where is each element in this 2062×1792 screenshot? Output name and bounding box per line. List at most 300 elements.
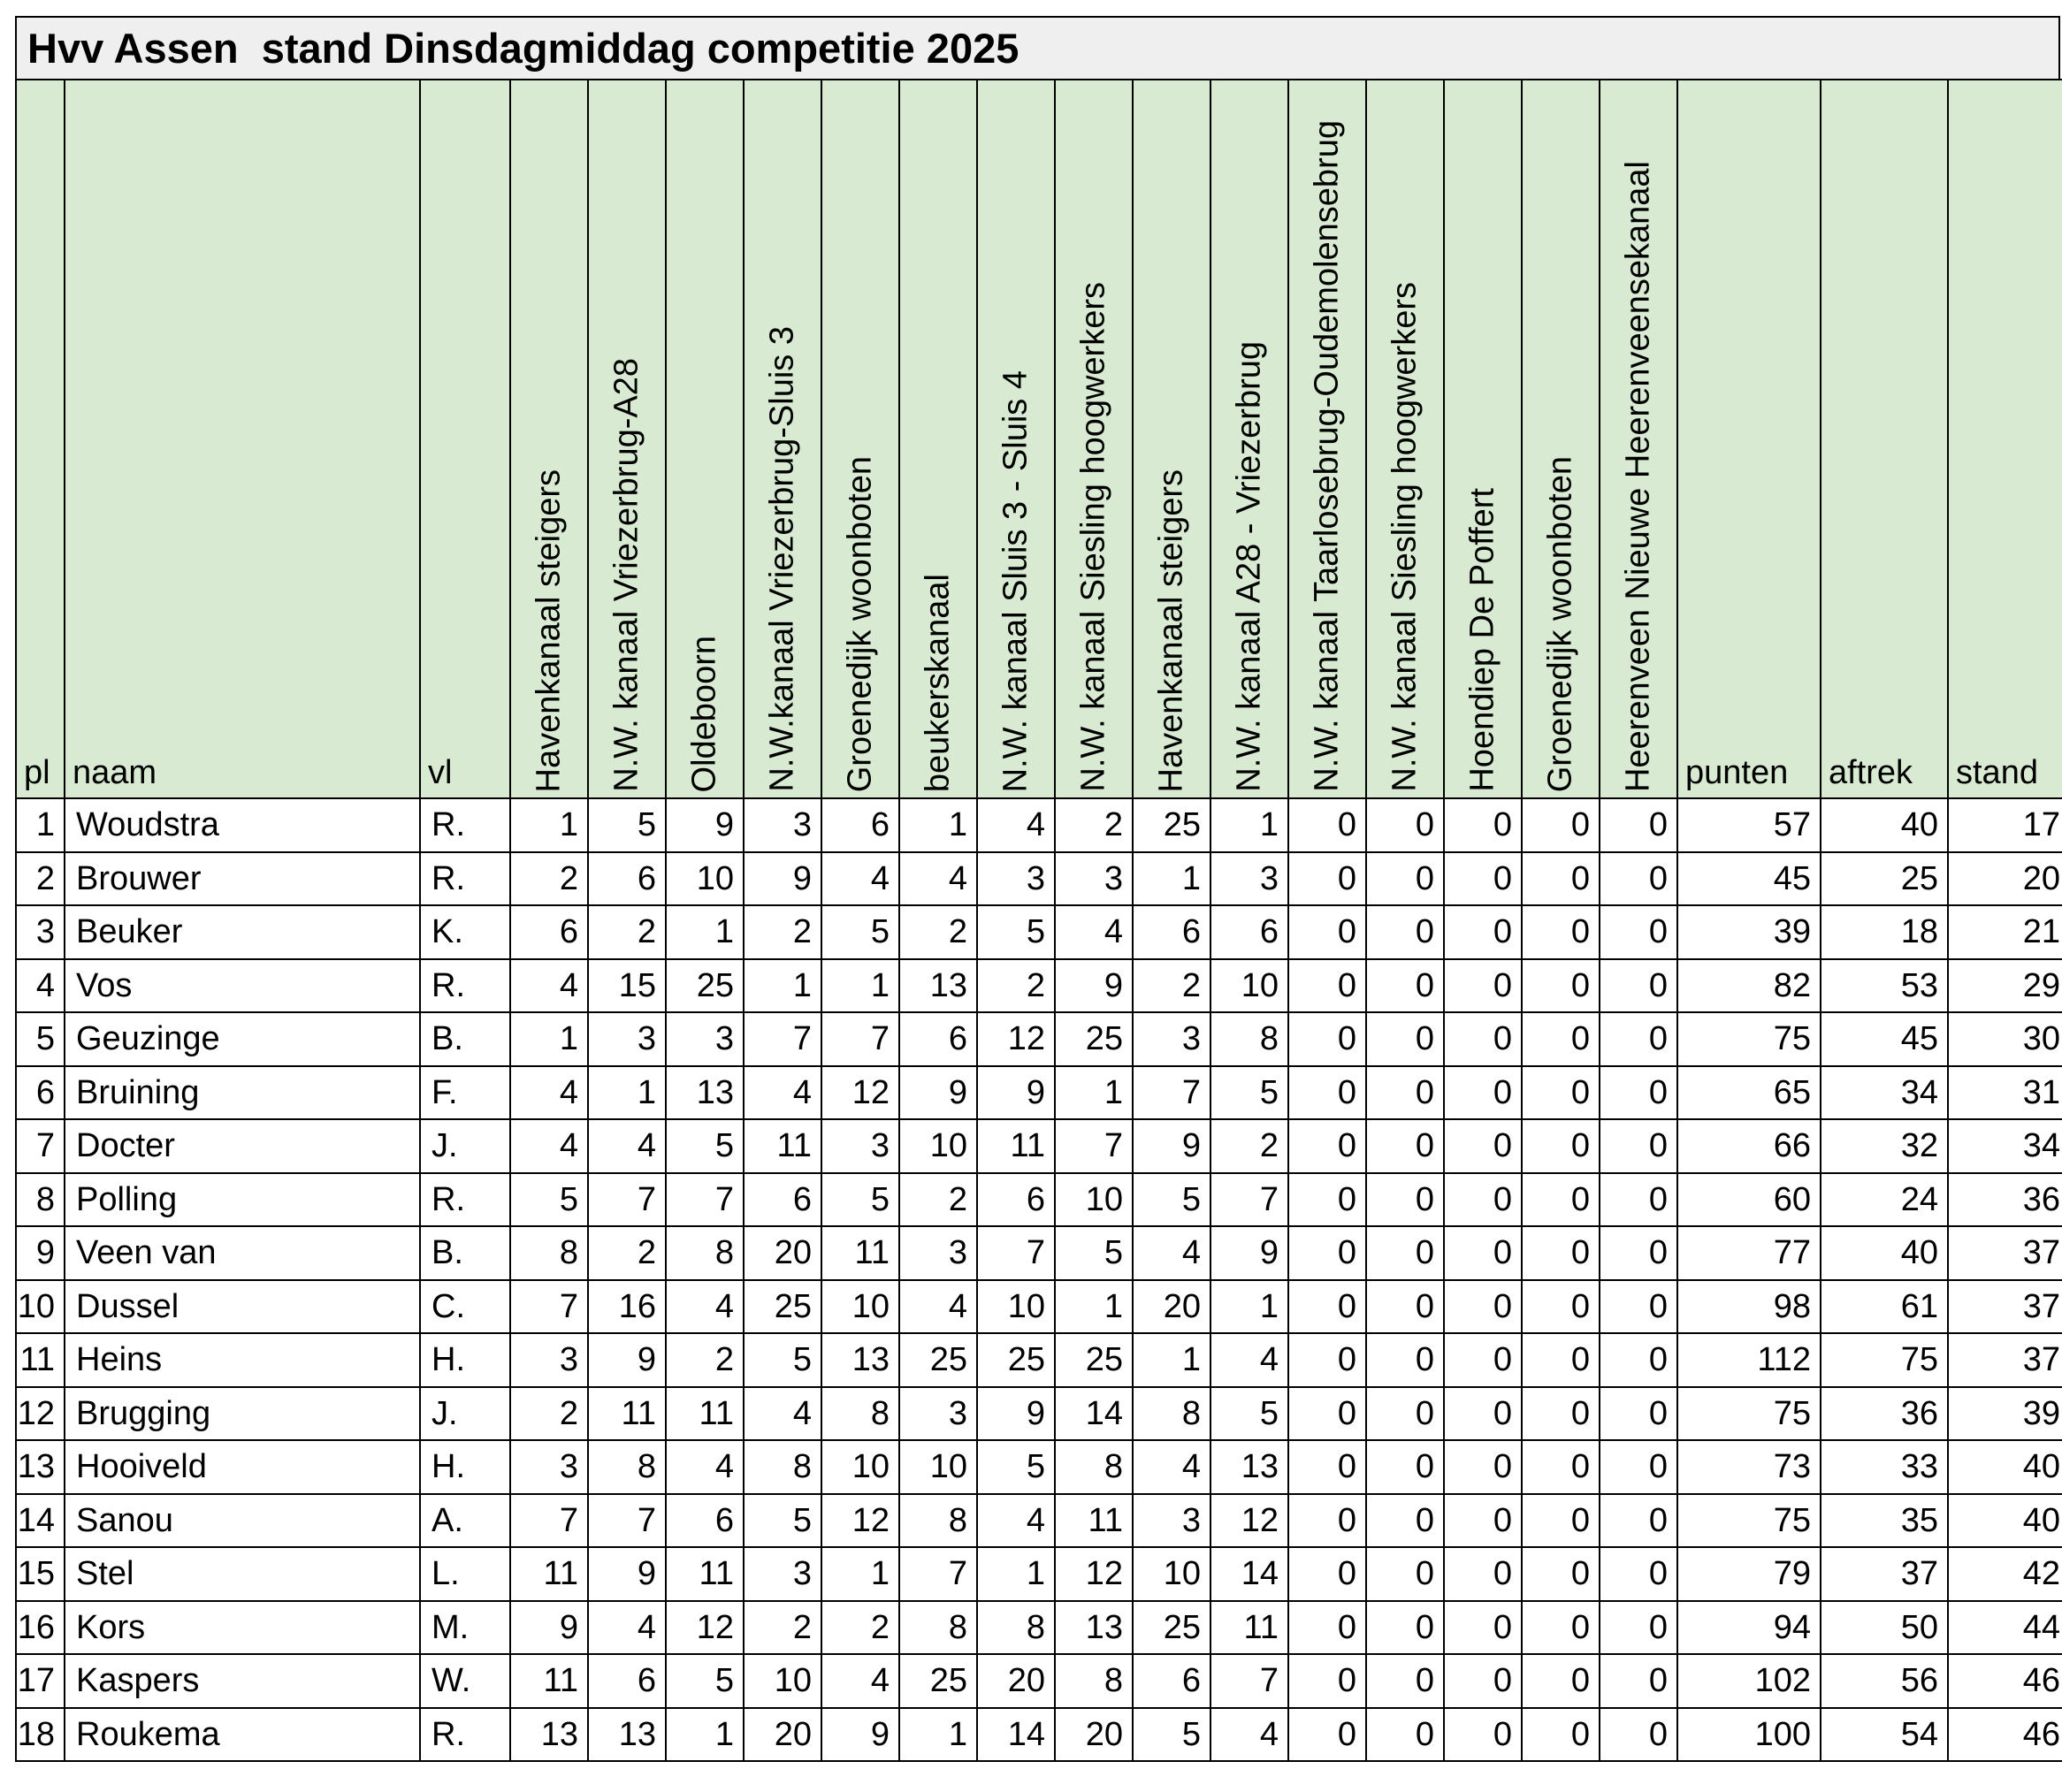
cell-punten: 82 [1677,959,1821,1013]
cell-c5: 11 [821,1226,899,1280]
cell-c11: 0 [1288,1280,1366,1334]
cell-stand: 20 [1948,852,2062,906]
cell-aftrek: 54 [1821,1708,1948,1762]
cell-c7: 1 [977,1547,1055,1601]
cell-c5: 12 [821,1494,899,1548]
cell-c12: 0 [1366,798,1444,852]
cell-c14: 0 [1522,1119,1600,1173]
header-row [16,80,2062,798]
cell-c14: 0 [1522,1173,1600,1227]
cell-naam: Kors [65,1601,420,1655]
column-header-c11 [1288,80,1366,798]
cell-c15: 0 [1600,1119,1677,1173]
cell-aftrek: 36 [1821,1387,1948,1441]
cell-c4: 1 [744,959,821,1013]
table-body [16,798,2062,1761]
cell-naam: Kaspers [65,1654,420,1708]
cell-c9: 6 [1133,1654,1210,1708]
cell-c10: 9 [1210,1226,1288,1280]
cell-c13: 0 [1444,1494,1522,1548]
cell-stand: 37 [1948,1280,2062,1334]
cell-pl: 18 [16,1708,65,1762]
cell-c10: 4 [1210,1708,1288,1762]
cell-c15: 0 [1600,1012,1677,1066]
cell-naam: Sanou [65,1494,420,1548]
cell-c1: 11 [510,1547,588,1601]
cell-c1: 2 [510,852,588,906]
cell-c1: 7 [510,1494,588,1548]
cell-c10: 2 [1210,1119,1288,1173]
cell-punten: 57 [1677,798,1821,852]
cell-stand: 30 [1948,1012,2062,1066]
cell-c14: 0 [1522,1066,1600,1120]
cell-c12: 0 [1366,1173,1444,1227]
cell-vl: C. [420,1280,510,1334]
cell-c11: 0 [1288,905,1366,959]
cell-c14: 0 [1522,1708,1600,1762]
cell-c10: 7 [1210,1654,1288,1708]
column-header-label: N.W. kanaal Taarlosebrug-Oudemolensebrug [1308,120,1346,792]
cell-stand: 31 [1948,1066,2062,1120]
cell-punten: 75 [1677,1494,1821,1548]
cell-c11: 0 [1288,1119,1366,1173]
cell-c6: 10 [899,1440,977,1494]
cell-c2: 4 [588,1601,666,1655]
cell-c15: 0 [1600,1654,1677,1708]
cell-c2: 16 [588,1280,666,1334]
cell-c5: 13 [821,1333,899,1387]
cell-c13: 0 [1444,1226,1522,1280]
cell-c13: 0 [1444,1119,1522,1173]
cell-c8: 3 [1055,852,1133,906]
cell-c13: 0 [1444,1012,1522,1066]
cell-c15: 0 [1600,1173,1677,1227]
cell-c11: 0 [1288,1226,1366,1280]
column-header-stand [1948,80,2062,798]
cell-vl: F. [420,1066,510,1120]
column-header-c12 [1366,80,1444,798]
cell-c7: 2 [977,959,1055,1013]
cell-c8: 9 [1055,959,1133,1013]
cell-c1: 3 [510,1440,588,1494]
cell-c14: 0 [1522,1226,1600,1280]
cell-c8: 14 [1055,1387,1133,1441]
cell-c6: 13 [899,959,977,1013]
standings-table [15,79,2062,1762]
cell-c9: 1 [1133,852,1210,906]
cell-aftrek: 75 [1821,1333,1948,1387]
cell-vl: K. [420,905,510,959]
cell-stand: 40 [1948,1440,2062,1494]
cell-c5: 9 [821,1708,899,1762]
cell-c11: 0 [1288,1387,1366,1441]
cell-c10: 8 [1210,1012,1288,1066]
cell-naam: Geuzinge [65,1012,420,1066]
cell-punten: 60 [1677,1173,1821,1227]
cell-vl: R. [420,798,510,852]
cell-c11: 0 [1288,1601,1366,1655]
cell-punten: 39 [1677,905,1821,959]
cell-c12: 0 [1366,1654,1444,1708]
cell-c4: 3 [744,798,821,852]
cell-c3: 4 [666,1440,744,1494]
cell-naam: Beuker [65,905,420,959]
cell-c8: 8 [1055,1440,1133,1494]
table-row [16,1173,2062,1227]
cell-c11: 0 [1288,852,1366,906]
cell-c6: 10 [899,1119,977,1173]
cell-c9: 5 [1133,1708,1210,1762]
cell-naam: Dussel [65,1280,420,1334]
cell-c14: 0 [1522,1494,1600,1548]
cell-c13: 0 [1444,959,1522,1013]
cell-c3: 6 [666,1494,744,1548]
cell-c7: 3 [977,852,1055,906]
cell-c5: 7 [821,1012,899,1066]
table-row [16,1066,2062,1120]
table-row [16,1654,2062,1708]
cell-c15: 0 [1600,1226,1677,1280]
cell-c8: 13 [1055,1601,1133,1655]
cell-c2: 5 [588,798,666,852]
cell-c3: 4 [666,1280,744,1334]
cell-c14: 0 [1522,1654,1600,1708]
cell-punten: 100 [1677,1708,1821,1762]
cell-c7: 25 [977,1333,1055,1387]
cell-c13: 0 [1444,1708,1522,1762]
cell-c7: 4 [977,798,1055,852]
cell-c9: 4 [1133,1440,1210,1494]
cell-c11: 0 [1288,1440,1366,1494]
column-header-label: Heerenveen Nieuwe Heerenveensekanaal [1619,160,1657,792]
cell-stand: 17 [1948,798,2062,852]
cell-c15: 0 [1600,1440,1677,1494]
table-row [16,1547,2062,1601]
column-header-label: N.W. kanaal Vriezerbrug-A28 [607,358,645,792]
cell-c6: 4 [899,852,977,906]
cell-c6: 25 [899,1333,977,1387]
table-row [16,1387,2062,1441]
column-header-c13 [1444,80,1522,798]
cell-c3: 8 [666,1226,744,1280]
cell-c6: 4 [899,1280,977,1334]
column-header-label: punten [1685,754,1789,791]
cell-punten: 79 [1677,1547,1821,1601]
cell-c15: 0 [1600,959,1677,1013]
cell-c2: 4 [588,1119,666,1173]
cell-stand: 29 [1948,959,2062,1013]
cell-c13: 0 [1444,852,1522,906]
table-row [16,1280,2062,1334]
column-header-label: stand [1956,754,2038,791]
cell-pl: 1 [16,798,65,852]
cell-vl: R. [420,1173,510,1227]
cell-c9: 4 [1133,1226,1210,1280]
cell-c12: 0 [1366,959,1444,1013]
cell-punten: 77 [1677,1226,1821,1280]
cell-c8: 12 [1055,1547,1133,1601]
cell-c11: 0 [1288,1547,1366,1601]
cell-c1: 8 [510,1226,588,1280]
cell-c10: 14 [1210,1547,1288,1601]
cell-c6: 6 [899,1012,977,1066]
cell-stand: 39 [1948,1387,2062,1441]
cell-c6: 1 [899,798,977,852]
cell-c2: 8 [588,1440,666,1494]
cell-stand: 37 [1948,1226,2062,1280]
cell-c11: 0 [1288,1708,1366,1762]
cell-c14: 0 [1522,959,1600,1013]
cell-c14: 0 [1522,1440,1600,1494]
cell-c3: 11 [666,1547,744,1601]
cell-c14: 0 [1522,905,1600,959]
table-row [16,852,2062,906]
cell-naam: Polling [65,1173,420,1227]
cell-vl: H. [420,1333,510,1387]
cell-c5: 12 [821,1066,899,1120]
cell-naam: Stel [65,1547,420,1601]
cell-pl: 11 [16,1333,65,1387]
column-header-label: Hoendiep De Poffert [1463,488,1501,792]
column-header-label: N.W. kanaal Siesling hoogwerkers [1074,282,1112,792]
cell-c4: 3 [744,1547,821,1601]
cell-c9: 1 [1133,1333,1210,1387]
cell-c4: 9 [744,852,821,906]
table-row [16,798,2062,852]
cell-c6: 9 [899,1066,977,1120]
cell-vl: M. [420,1601,510,1655]
cell-pl: 8 [16,1173,65,1227]
cell-c4: 6 [744,1173,821,1227]
cell-c3: 10 [666,852,744,906]
cell-c5: 6 [821,798,899,852]
cell-c14: 0 [1522,798,1600,852]
cell-c6: 3 [899,1226,977,1280]
cell-c10: 12 [1210,1494,1288,1548]
cell-c5: 5 [821,905,899,959]
cell-c7: 20 [977,1654,1055,1708]
cell-c2: 1 [588,1066,666,1120]
cell-c9: 2 [1133,959,1210,1013]
column-header-label: pl [24,754,50,791]
cell-c9: 3 [1133,1012,1210,1066]
cell-c11: 0 [1288,1333,1366,1387]
cell-c1: 4 [510,1066,588,1120]
column-header-label: vl [428,754,453,791]
cell-c4: 5 [744,1494,821,1548]
cell-vl: B. [420,1012,510,1066]
cell-c13: 0 [1444,1440,1522,1494]
cell-c4: 2 [744,1601,821,1655]
cell-c1: 7 [510,1280,588,1334]
cell-c8: 11 [1055,1494,1133,1548]
cell-c12: 0 [1366,1333,1444,1387]
cell-c12: 0 [1366,1387,1444,1441]
cell-c6: 2 [899,1173,977,1227]
cell-naam: Vos [65,959,420,1013]
column-header-c1 [510,80,588,798]
column-header-c14 [1522,80,1600,798]
column-header-c7 [977,80,1055,798]
cell-pl: 7 [16,1119,65,1173]
cell-c8: 25 [1055,1333,1133,1387]
cell-c1: 9 [510,1601,588,1655]
column-header-label: N.W.kanaal Vriezerbrug-Sluis 3 [763,326,801,792]
cell-c14: 0 [1522,1333,1600,1387]
cell-c3: 1 [666,905,744,959]
cell-vl: H. [420,1440,510,1494]
cell-pl: 12 [16,1387,65,1441]
cell-c2: 11 [588,1387,666,1441]
cell-c1: 1 [510,1012,588,1066]
cell-vl: J. [420,1119,510,1173]
table-row [16,1119,2062,1173]
cell-c1: 3 [510,1333,588,1387]
cell-c13: 0 [1444,1066,1522,1120]
cell-aftrek: 50 [1821,1601,1948,1655]
cell-pl: 5 [16,1012,65,1066]
column-header-label: N.W. kanaal A28 - Vriezerbrug [1230,341,1268,792]
cell-c2: 7 [588,1173,666,1227]
cell-c2: 7 [588,1494,666,1548]
cell-c5: 3 [821,1119,899,1173]
cell-c12: 0 [1366,905,1444,959]
cell-vl: R. [420,959,510,1013]
cell-c8: 25 [1055,1012,1133,1066]
cell-c10: 11 [1210,1601,1288,1655]
cell-c3: 12 [666,1601,744,1655]
cell-c13: 0 [1444,1280,1522,1334]
cell-c11: 0 [1288,1654,1366,1708]
cell-pl: 15 [16,1547,65,1601]
cell-c13: 0 [1444,1387,1522,1441]
cell-c1: 4 [510,959,588,1013]
cell-pl: 2 [16,852,65,906]
cell-c7: 9 [977,1387,1055,1441]
cell-c8: 10 [1055,1173,1133,1227]
cell-c11: 0 [1288,959,1366,1013]
cell-aftrek: 61 [1821,1280,1948,1334]
cell-stand: 42 [1948,1547,2062,1601]
cell-punten: 94 [1677,1601,1821,1655]
cell-aftrek: 56 [1821,1654,1948,1708]
column-header-naam [65,80,420,798]
cell-aftrek: 32 [1821,1119,1948,1173]
cell-c11: 0 [1288,1494,1366,1548]
cell-stand: 21 [1948,905,2062,959]
cell-pl: 14 [16,1494,65,1548]
cell-aftrek: 53 [1821,959,1948,1013]
column-header-c5 [821,80,899,798]
cell-c4: 10 [744,1654,821,1708]
cell-c8: 7 [1055,1119,1133,1173]
cell-c10: 5 [1210,1066,1288,1120]
table-row [16,1601,2062,1655]
cell-stand: 37 [1948,1333,2062,1387]
cell-c7: 12 [977,1012,1055,1066]
column-header-label: aftrek [1829,754,1913,791]
cell-c6: 7 [899,1547,977,1601]
cell-c6: 25 [899,1654,977,1708]
cell-c9: 3 [1133,1494,1210,1548]
cell-pl: 3 [16,905,65,959]
cell-c7: 10 [977,1280,1055,1334]
cell-c14: 0 [1522,1280,1600,1334]
column-header-c8 [1055,80,1133,798]
cell-c9: 9 [1133,1119,1210,1173]
cell-c4: 20 [744,1226,821,1280]
cell-c13: 0 [1444,798,1522,852]
column-header-label: Havenkanaal steigers [1152,469,1190,792]
standings-sheet [15,16,2060,1762]
table-row [16,1012,2062,1066]
cell-c2: 2 [588,1226,666,1280]
cell-c11: 0 [1288,798,1366,852]
cell-c7: 6 [977,1173,1055,1227]
cell-c5: 1 [821,1547,899,1601]
cell-c12: 0 [1366,1494,1444,1548]
cell-vl: A. [420,1494,510,1548]
cell-punten: 102 [1677,1654,1821,1708]
cell-punten: 65 [1677,1066,1821,1120]
cell-aftrek: 33 [1821,1440,1948,1494]
cell-c9: 25 [1133,1601,1210,1655]
cell-c4: 4 [744,1387,821,1441]
cell-c7: 14 [977,1708,1055,1762]
cell-punten: 73 [1677,1440,1821,1494]
cell-c3: 7 [666,1173,744,1227]
cell-c12: 0 [1366,1119,1444,1173]
column-header-label: Groenedijk woonboten [841,455,879,792]
cell-c6: 3 [899,1387,977,1441]
cell-c13: 0 [1444,1654,1522,1708]
cell-aftrek: 37 [1821,1547,1948,1601]
cell-c15: 0 [1600,1066,1677,1120]
cell-naam: Bruining [65,1066,420,1120]
cell-stand: 36 [1948,1173,2062,1227]
cell-naam: Hooiveld [65,1440,420,1494]
cell-c11: 0 [1288,1012,1366,1066]
cell-c11: 0 [1288,1173,1366,1227]
cell-aftrek: 40 [1821,1226,1948,1280]
cell-c3: 2 [666,1333,744,1387]
cell-c14: 0 [1522,1601,1600,1655]
cell-naam: Woudstra [65,798,420,852]
column-header-c2 [588,80,666,798]
column-header-label: Havenkanaal steigers [530,469,568,792]
table-row [16,1440,2062,1494]
cell-c2: 13 [588,1708,666,1762]
cell-c7: 9 [977,1066,1055,1120]
cell-c6: 2 [899,905,977,959]
cell-c5: 10 [821,1440,899,1494]
cell-c1: 6 [510,905,588,959]
cell-c15: 0 [1600,1601,1677,1655]
cell-c3: 13 [666,1066,744,1120]
cell-aftrek: 25 [1821,852,1948,906]
cell-pl: 13 [16,1440,65,1494]
table-row [16,1333,2062,1387]
cell-c7: 8 [977,1601,1055,1655]
cell-c13: 0 [1444,1547,1522,1601]
cell-pl: 4 [16,959,65,1013]
cell-c4: 5 [744,1333,821,1387]
cell-stand: 46 [1948,1654,2062,1708]
cell-punten: 75 [1677,1012,1821,1066]
table-row [16,1494,2062,1548]
column-header-c15 [1600,80,1677,798]
column-header-c6 [899,80,977,798]
